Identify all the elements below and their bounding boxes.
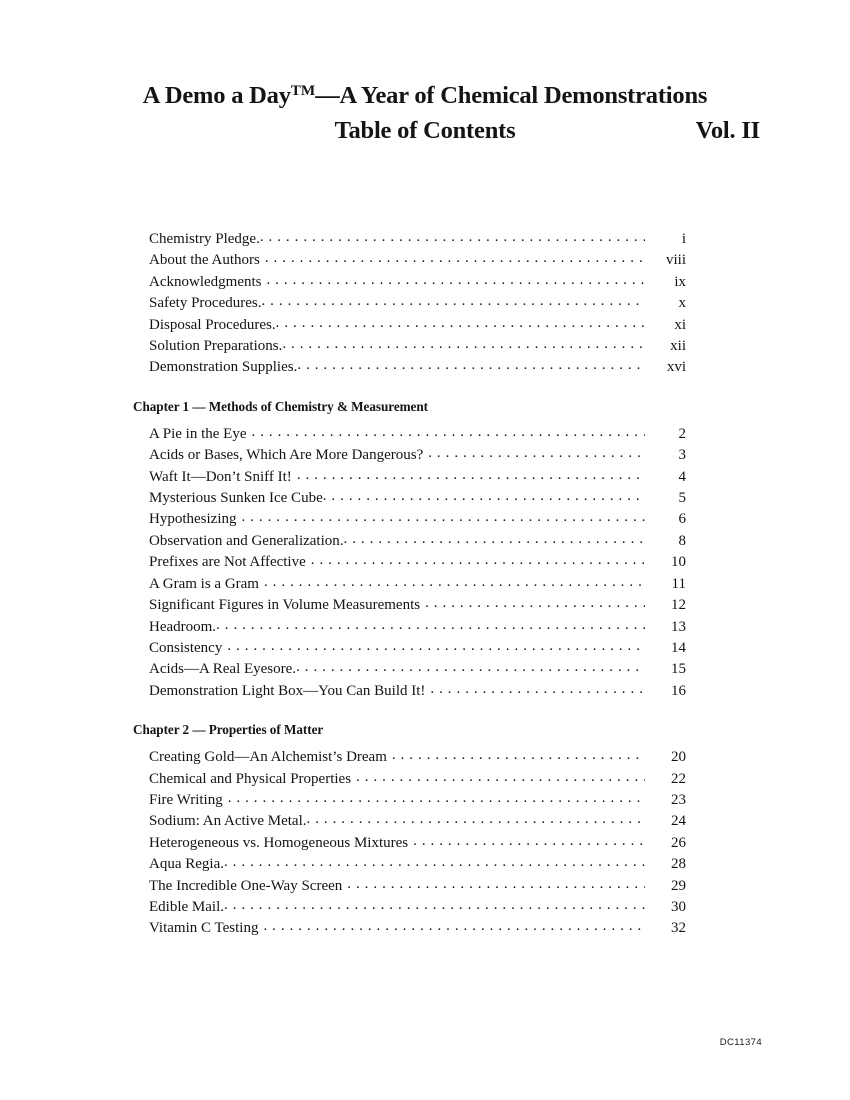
toc-entry-title: About the Authors (149, 252, 260, 269)
dot-leader (297, 466, 645, 481)
toc-entry-title: Disposal Procedures. (149, 316, 276, 333)
toc-entry-title: Safety Procedures. (149, 295, 262, 312)
toc-entry[interactable] (149, 810, 686, 831)
dot-leader (227, 637, 645, 652)
toc-entry-page-number: 28 (671, 856, 686, 873)
dot-leader (356, 768, 645, 783)
dot-leader (392, 746, 645, 761)
toc-entry-title: Observation and Generalization. (149, 532, 344, 549)
dot-leader (242, 508, 646, 523)
dot-leader (344, 530, 645, 545)
dot-leader (263, 917, 645, 932)
toc-entry-title: Significant Figures in Volume Measurements (149, 597, 421, 614)
title-second-line (0, 117, 850, 149)
title-main-text: A Demo a Day (142, 82, 291, 109)
dot-leader (428, 444, 645, 459)
dot-leader (264, 573, 645, 588)
chapter-heading: Chapter 1 — Methods of Chemistry & Measurement (133, 398, 428, 414)
toc-entry-title: Chemical and Physical Properties (149, 770, 352, 787)
table-of-contents-heading: Table of Contents (334, 116, 516, 144)
toc-entry-page-number: 24 (671, 813, 686, 830)
toc-entry[interactable] (149, 423, 686, 444)
dot-leader (430, 680, 645, 695)
toc-entry-page-number: 10 (671, 554, 686, 571)
toc-entry[interactable] (149, 228, 686, 249)
dot-leader (282, 335, 645, 350)
dot-leader (323, 487, 645, 502)
toc-entry[interactable] (149, 789, 686, 810)
dot-leader (265, 249, 645, 264)
toc-entry[interactable] (149, 314, 686, 335)
toc-entry-page-number: 2 (678, 425, 686, 442)
toc-entry-page-number: 20 (671, 749, 686, 766)
toc-entry-page-number: 22 (671, 770, 686, 787)
chapters-container (133, 399, 686, 939)
chapter-group (133, 722, 686, 939)
dot-leader (276, 314, 645, 329)
dot-leader (296, 658, 645, 673)
toc-entry[interactable] (149, 466, 686, 487)
dot-leader (228, 789, 645, 804)
toc-entry-title: Chemistry Pledge. (149, 231, 260, 247)
toc-entry[interactable] (149, 768, 686, 789)
toc-entry-title: Headroom. (149, 618, 217, 635)
toc-entry-title: Mysterious Sunken Ice Cube (149, 490, 323, 507)
toc-entry-title: Solution Preparations. (149, 338, 283, 355)
toc-entry-title: Acids or Bases, Which Are More Dangerous? (149, 447, 424, 464)
toc-entry[interactable] (149, 594, 686, 615)
toc-entry[interactable] (149, 917, 686, 938)
dot-leader (413, 832, 645, 847)
toc-entry-title: The Incredible One-Way Screen (149, 877, 343, 894)
toc-entry[interactable] (149, 356, 686, 377)
toc-entry-title: Edible Mail. (149, 898, 224, 915)
dot-leader (311, 551, 645, 566)
toc-entry[interactable] (149, 616, 686, 637)
document-title (0, 82, 850, 111)
toc-entry-title: Aqua Regia. (149, 856, 224, 873)
table-of-contents (133, 228, 686, 939)
toc-entry-title: Heterogeneous vs. Homogeneous Mixtures (149, 834, 409, 851)
toc-entry-page-number: 26 (671, 834, 686, 851)
toc-entry[interactable] (149, 832, 686, 853)
toc-entry[interactable] (149, 271, 686, 292)
toc-entry-page-number: 29 (671, 877, 686, 894)
dot-leader (425, 594, 645, 609)
toc-entry-page-number: 13 (671, 618, 686, 635)
toc-entry-title: Waft It—Don’t Sniff It! (149, 468, 292, 485)
toc-entry-page-number: 11 (671, 575, 686, 592)
volume-label: Vol. II (695, 116, 760, 144)
dot-leader (297, 356, 645, 371)
toc-entry-page-number: ix (674, 273, 686, 290)
trademark-symbol: TM (290, 82, 316, 100)
chapter-group (133, 399, 686, 701)
footer-document-code: DC11374 (719, 1037, 762, 1048)
dot-leader (216, 616, 645, 631)
dot-leader (307, 810, 646, 825)
toc-entry[interactable] (149, 746, 686, 767)
dot-leader (260, 228, 645, 243)
toc-entry-page-number: 30 (671, 898, 686, 915)
toc-entry-title: Demonstration Supplies. (149, 359, 298, 376)
toc-entry[interactable] (149, 551, 686, 572)
dot-leader (224, 896, 645, 911)
dot-leader (261, 292, 645, 307)
toc-entry[interactable] (149, 249, 686, 270)
dot-leader (224, 853, 645, 868)
toc-entry[interactable] (149, 335, 686, 356)
toc-entry-page-number: 5 (678, 490, 686, 507)
toc-entry[interactable] (149, 658, 686, 679)
toc-entry[interactable] (149, 875, 686, 896)
toc-entry-page-number: 16 (671, 682, 686, 699)
toc-entry-page-number: xvi (666, 359, 686, 376)
toc-entry-page-number: 15 (671, 661, 686, 678)
toc-entry-page-number: 6 (678, 511, 686, 528)
toc-entry-page-number: 12 (671, 597, 686, 614)
toc-entry[interactable] (149, 896, 686, 917)
toc-entry-title: Fire Writing (149, 791, 223, 808)
toc-entry-title: Sodium: An Active Metal. (149, 813, 307, 830)
dot-leader (266, 271, 645, 286)
toc-entry-page-number: i (681, 231, 686, 247)
toc-entry-title: Vitamin C Testing (149, 920, 259, 937)
toc-entry-title: Demonstration Light Box—You Can Build It! (149, 682, 426, 699)
toc-entry-title: Creating Gold—An Alchemist’s Dream (149, 749, 387, 766)
toc-entry-page-number: xii (670, 338, 686, 355)
toc-entry-page-number: 23 (671, 791, 686, 808)
toc-entry[interactable] (149, 508, 686, 529)
toc-entry-page-number: xi (674, 316, 686, 333)
toc-entry[interactable] (149, 444, 686, 465)
front-matter-group (133, 228, 686, 378)
toc-entry-title: Consistency (149, 639, 223, 656)
toc-entry[interactable] (149, 573, 686, 594)
dot-leader (252, 423, 646, 438)
toc-entry[interactable] (149, 637, 686, 658)
toc-entry[interactable] (149, 853, 686, 874)
toc-entry-page-number: 4 (678, 468, 686, 485)
toc-entry-title: Prefixes are Not Affective (149, 554, 306, 571)
toc-entry[interactable] (149, 680, 686, 701)
toc-entry[interactable] (149, 487, 686, 508)
toc-entry-page-number: 32 (671, 920, 686, 937)
dot-leader (347, 875, 645, 890)
title-block (0, 82, 850, 149)
toc-entry-title: A Pie in the Eye (149, 425, 247, 442)
toc-entry-page-number: 14 (671, 639, 686, 656)
toc-entry-title: Acknowledgments (149, 273, 262, 290)
toc-entry-title: Acids—A Real Eyesore. (149, 661, 297, 678)
toc-entry[interactable] (149, 292, 686, 313)
toc-entry-page-number: 3 (678, 447, 686, 464)
chapter-heading: Chapter 2 — Properties of Matter (133, 722, 324, 738)
toc-entry-title: A Gram is a Gram (149, 575, 259, 592)
toc-entry-page-number: 8 (678, 532, 686, 549)
title-subtitle-text: —A Year of Chemical Demonstrations (315, 82, 708, 109)
toc-entry[interactable] (149, 530, 686, 551)
toc-entry-page-number: x (678, 295, 686, 312)
toc-entry-page-number: viii (665, 252, 686, 269)
toc-entry-title: Hypothesizing (149, 511, 237, 528)
